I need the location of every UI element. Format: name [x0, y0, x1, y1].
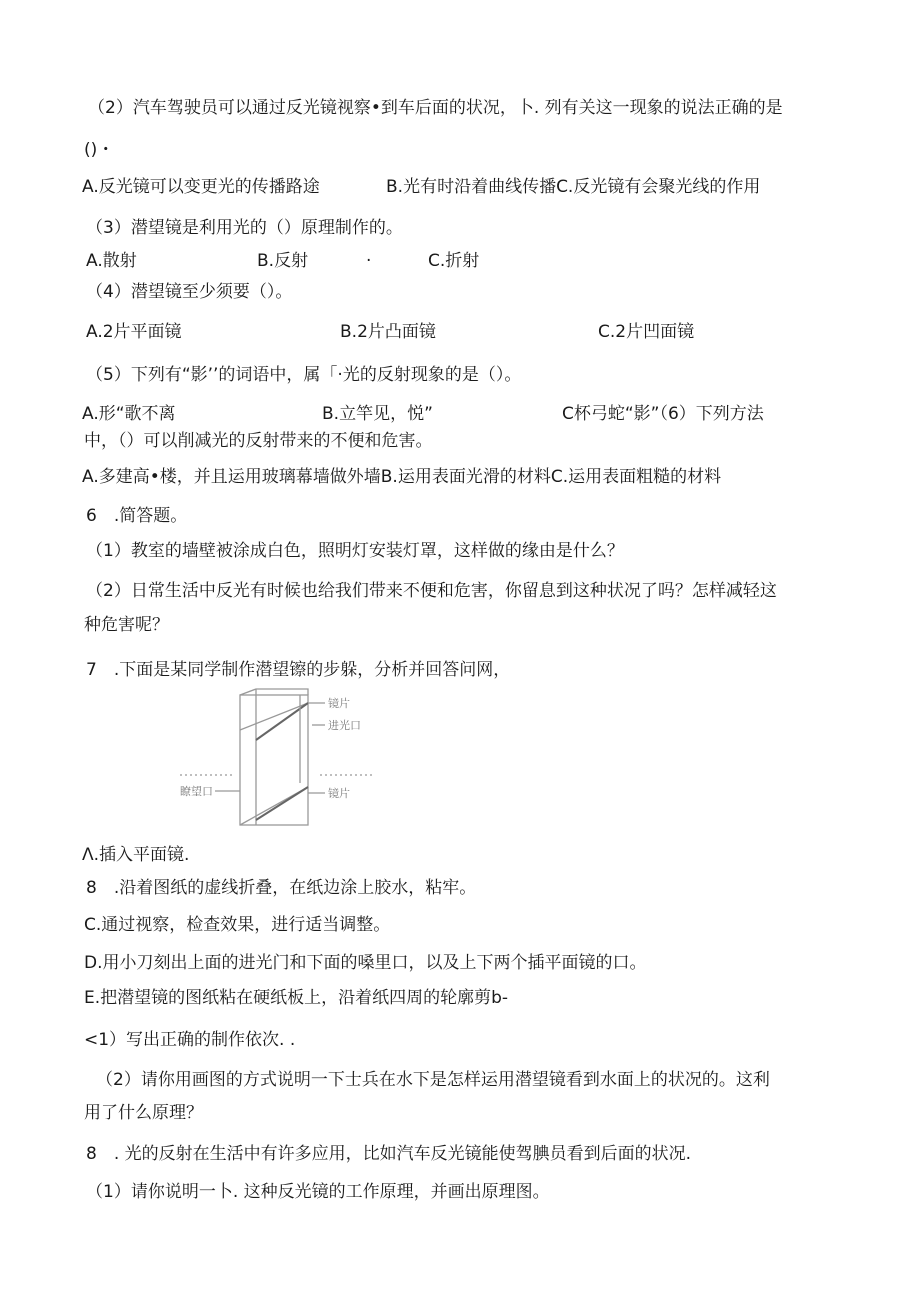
- q2-option-bc: B.光有时沿着曲线传播C.反光镜有会聚光线的作用: [386, 177, 761, 197]
- question-2-end: ()・: [84, 140, 115, 160]
- question-5: （5）下列有“影’’的词语中，属「·光的反射现象的是（）。: [86, 365, 522, 385]
- step-e: E.把潜望镜的图纸粘在硬纸板上，沿着纸四周的轮廓剪b-: [84, 988, 509, 1008]
- section-6-q2-cont: 种危害呢？: [84, 615, 169, 635]
- question-2: （2）汽车驾驶员可以通过反光镜视察•到车后面的状况，卜. 列有关这一现象的说法正确的是: [88, 98, 783, 118]
- q3-option-a: A.散射: [86, 251, 137, 271]
- q4-option-a: A.2片平面镜: [86, 322, 182, 342]
- q3-dot: ·: [366, 251, 372, 271]
- step-d: D.用小刀刻出上面的进光门和下面的嗓里口，以及上下两个插平面镜的口。: [84, 953, 647, 973]
- step-b: 8 .沿着图纸的虚线折叠，在纸边涂上胶水，粘牢。: [86, 878, 477, 898]
- section-7-q2: （2）请你用画图的方式说明一下士兵在水下是怎样运用潜望镜看到水面上的状况的。这利: [96, 1070, 770, 1090]
- q5-option-b: B.立竿见，悦”: [322, 404, 433, 424]
- q3-option-c: C.折射: [428, 251, 480, 271]
- section-8-q1: （1）请你说明一卜. 这种反光镜的工作原理，并画出原理图。: [86, 1182, 550, 1202]
- q2-option-a: A.反光镜可以变更光的传播路途: [82, 177, 320, 197]
- question-4: （4）潜望镜至少须要（）。: [86, 282, 293, 302]
- question-6-cont: 中，（）可以削减光的反射带来的不便和危害。: [84, 431, 433, 451]
- step-a: Λ.插入平面镜.: [82, 845, 190, 865]
- section-7-q2-cont: 用了什么原理？: [84, 1103, 203, 1123]
- label-viewport: 瞭望口: [180, 785, 213, 798]
- question-3: （3）潜望镜是利用光的（）原理制作的。: [86, 218, 403, 238]
- step-c: C.通过视察，检查效果，进行适当调整。: [84, 915, 391, 935]
- section-8: 8 . 光的反射在生活中有许多应用，比如汽车反光镜能使驾腆员看到后面的状况.: [86, 1144, 692, 1164]
- q4-option-b: B.2片凸面镜: [340, 322, 436, 342]
- section-6-q1: （1）教室的墙壁被涂成白色，照明灯安装灯罩，这样做的缘由是什么？: [86, 541, 624, 561]
- section-7: 7 .下面是某同学制作潜望镲的步躲，分析并回答问网，: [86, 660, 511, 680]
- section-6-q2: （2）日常生活中反光有时候也给我们带来不便和危害，你留息到这种状况了吗？怎样减轻这: [86, 581, 777, 601]
- periscope-figure: [180, 685, 380, 830]
- label-mirror-bottom: 镜片: [328, 787, 350, 800]
- q5-option-a: A.形“歌不离: [82, 404, 176, 424]
- section-7-q1: <1）写出正确的制作依次. .: [84, 1030, 296, 1050]
- label-light-inlet: 进光口: [328, 719, 361, 732]
- section-6: 6 .简答题。: [86, 506, 188, 526]
- label-mirror-top: 镜片: [328, 697, 350, 710]
- q5-option-c: C杯弓蛇“影”（6）下列方法: [562, 404, 764, 424]
- q4-option-c: C.2片凹面镜: [598, 322, 695, 342]
- q6-options: A.多建高•楼，并且运用玻璃幕墙做外墙B.运用表面光滑的材料C.运用表面粗糙的材料: [82, 467, 722, 487]
- q3-option-b: B.反射: [257, 251, 309, 271]
